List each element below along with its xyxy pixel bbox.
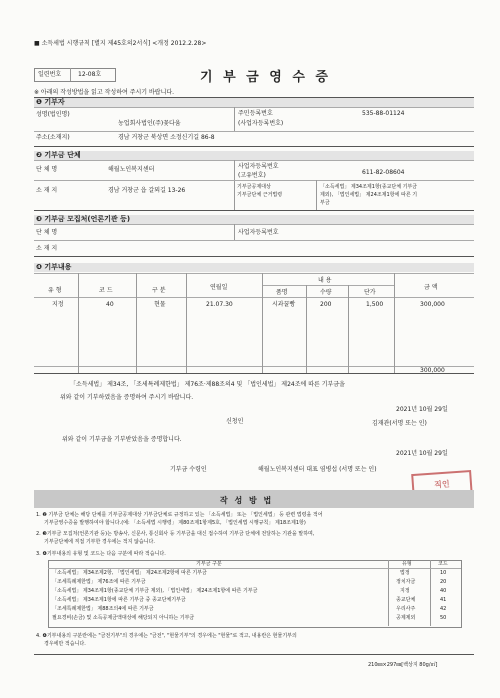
code-row-code: 41	[440, 597, 447, 603]
guide-para-1b: 기부금영수증을 발행하여야 합니다.(예: 「소득세법 시행령」 제80조제1항제5호, 「법인세법 시행규칙」 제18조제1항)	[44, 520, 306, 526]
code-table-kind-header: 기부금 구분	[196, 561, 222, 567]
org-section-heading: ❷ 기부금 단체	[36, 151, 81, 159]
code-row-type: 공제제외	[396, 615, 416, 621]
code-row-kind: 「소득세법」 제34조제1항에 따른 기부금 중 종교단체기부금	[52, 597, 186, 603]
guide-para-1a: 1. ❷ 기부금 단체는 해당 단체를 기부금공제대상 기부금단체로 규정하고 있는 「소득세법」 또는 「법인세법」 등 관련 법령을 적어	[36, 512, 323, 518]
code-table-type-header: 유형	[402, 561, 412, 567]
org-biz-sublabel: (고유번호)	[238, 172, 266, 179]
code-row-kind: 「조세특례제한법」 제88조의4에 따른 기부금	[52, 606, 154, 612]
row-item: 시과꿀빵	[272, 301, 296, 308]
row-type: 지정	[52, 301, 64, 308]
org-basis-text-1: 「소득세법」 제34조제1항(종교단체 기부금	[320, 184, 418, 190]
org-location-value: 경남 거창군 읍 갈뫼길 13-26	[108, 187, 186, 194]
org-name-label: 단 체 명	[36, 166, 58, 173]
donor-section-bar	[34, 98, 474, 107]
org-section-bar	[34, 151, 474, 160]
org-biz-value: 611-82-08604	[362, 169, 405, 176]
statement-date-2: 2021년 10월 29일	[396, 450, 448, 457]
row-kind: 현물	[154, 301, 166, 308]
donor-name-label: 성명(법인명)	[36, 111, 70, 118]
org-basis-label-2: 기부금단체 근거법령	[237, 192, 283, 198]
col-type-header: 유 형	[48, 287, 62, 294]
code-table-code-header: 코드	[438, 561, 448, 567]
col-qty-header: 수량	[320, 289, 332, 296]
col-unit-header: 단가	[364, 289, 376, 296]
code-row-code: 42	[440, 606, 447, 612]
row-date: 21.07.30	[206, 301, 233, 308]
code-row-type: 종교단체	[396, 597, 416, 603]
col-date-header: 연월일	[210, 284, 228, 291]
row-code: 40	[106, 301, 114, 308]
code-row-kind: 「소득세법」 제34조제2항, 「법인세법」 제24조제2항에 따른 기부금	[52, 570, 207, 576]
recipient-label: 기부금 수령인	[170, 466, 207, 473]
official-seal-stamp: 직인	[411, 470, 473, 500]
org-basis-label-1: 기부금공제대상	[237, 184, 271, 190]
collector-location-label: 소 재 지	[36, 245, 58, 252]
donor-reg-label: 주민등록번호	[238, 110, 273, 117]
row-amount: 300,000	[420, 301, 445, 308]
code-row-code: 50	[440, 615, 447, 621]
statement-date-1: 2021년 10월 29일	[396, 406, 448, 413]
row-qty: 200	[320, 301, 332, 308]
donor-reg-sublabel: (사업자등록번호)	[238, 120, 284, 127]
donor-address-label: 주소(소재지)	[36, 134, 70, 141]
statement-line-3: 위와 같이 기부금을 기부받았음을 증명합니다.	[62, 436, 182, 443]
code-row-code: 40	[440, 588, 447, 594]
form-reference: ■ 소득세법 시행규칙 [별지 제45호의2서식] <개정 2012.2.28>	[34, 40, 207, 47]
guide-para-3: 3. ❹기부내용의 유형 및 코드는 다음 구분에 따라 적습니다.	[36, 551, 166, 557]
code-row-code: 10	[440, 570, 447, 576]
statement-line-1: 「소득세법」 제34조, 「조세특례제한법」 제76조·제88조의4 및 「법인세법」 제24조에 따른 기부금을	[70, 381, 345, 388]
guide-para-4a: 4. ❹기부내용의 구분란에는 "금전기부"의 경우에는 "금전", "현물기부"의 경우에는 "현물"로 적고, 내용란은 현물기부의	[36, 633, 297, 639]
instruction-text: ※ 아래의 작성방법을 읽고 작성하여 주시기 바랍니다.	[34, 89, 175, 96]
code-row-kind: 「조세특례제한법」 제76조에 따른 기부금	[52, 579, 146, 585]
col-item-header: 품명	[276, 289, 288, 296]
guide-title: 작 성 방 법	[220, 496, 274, 505]
org-location-label: 소 재 지	[36, 187, 58, 194]
guide-para-2b: 기부금단체에 직접 기부한 경우에는 적지 않습니다.	[44, 539, 155, 545]
org-basis-text-2: 제외), 「법인세법」 제24조제1항에 따른 기	[320, 192, 418, 198]
content-section-heading: ❹ 기부내용	[36, 263, 72, 271]
donor-name-value: 농업회사법인(주)꽃다움	[118, 120, 181, 127]
collector-section-heading: ❸ 기부금 모집처(언론기관 등)	[36, 215, 131, 223]
collector-biz-label: 사업자등록번호	[238, 229, 279, 236]
recipient-value: 해월노인복지센터 대표 염병섭 (서명 또는 인)	[258, 466, 377, 473]
serial-value: 12-08호	[78, 71, 102, 78]
donor-section-heading: ❶ 기부자	[36, 98, 65, 106]
code-row-code: 20	[440, 579, 447, 585]
total-amount: 300,000	[420, 367, 445, 374]
org-biz-label: 사업자등록번호	[238, 163, 279, 170]
code-row-type: 지정	[400, 588, 410, 594]
org-name-value: 해월노인복지센터	[108, 166, 155, 173]
row-unit: 1,500	[366, 301, 384, 308]
donor-reg-value: 535-88-01124	[362, 110, 405, 117]
col-code-header: 코 드	[99, 287, 113, 294]
code-row-type: 우리사주	[396, 606, 416, 612]
org-basis-text-3: 부금	[320, 200, 330, 206]
donor-address-value: 경남 거창군 북상면 소정신기길 86-8	[118, 134, 215, 141]
col-content-header: 내 용	[318, 277, 332, 284]
applicant-value: 김재관(서명 또는 인)	[372, 420, 427, 427]
applicant-label: 신청인	[226, 418, 244, 425]
code-row-type: 정치자금	[396, 579, 416, 585]
guide-para-2a: 2. ❸기부금 모집처(언론기관 등)는 방송사, 신문사, 통신회사 등 기부금을 대신 접수하여 기부금 단체에 전달하는 기관을 말하며,	[36, 531, 315, 537]
collector-name-label: 단 체 명	[36, 229, 58, 236]
code-row-kind: 필요경비(손금) 및 소득공제금액대상에 해당되지 아니하는 기부금	[52, 615, 195, 621]
code-row-kind: 「소득세법」 제34조제1항(종교단체 기부금 제외), 「법인세법」 제24조제1항에 따른 기부금	[52, 588, 258, 594]
paper-spec-footer: 210㎜×297㎜[백상지 80g/㎡]	[368, 662, 438, 668]
col-amount-header: 금 액	[424, 284, 438, 291]
serial-label: 일련번호	[38, 71, 62, 78]
col-kind-header: 구 분	[152, 287, 166, 294]
receipt-title: 기 부 금 영 수 증	[200, 70, 331, 85]
guide-para-4b: 경우에만 적습니다.	[44, 641, 86, 647]
content-section-bar	[34, 263, 474, 272]
code-row-type: 법정	[400, 570, 410, 576]
statement-line-2: 위와 같이 기부하였음을 증명하여 주시기 바랍니다.	[60, 394, 194, 401]
